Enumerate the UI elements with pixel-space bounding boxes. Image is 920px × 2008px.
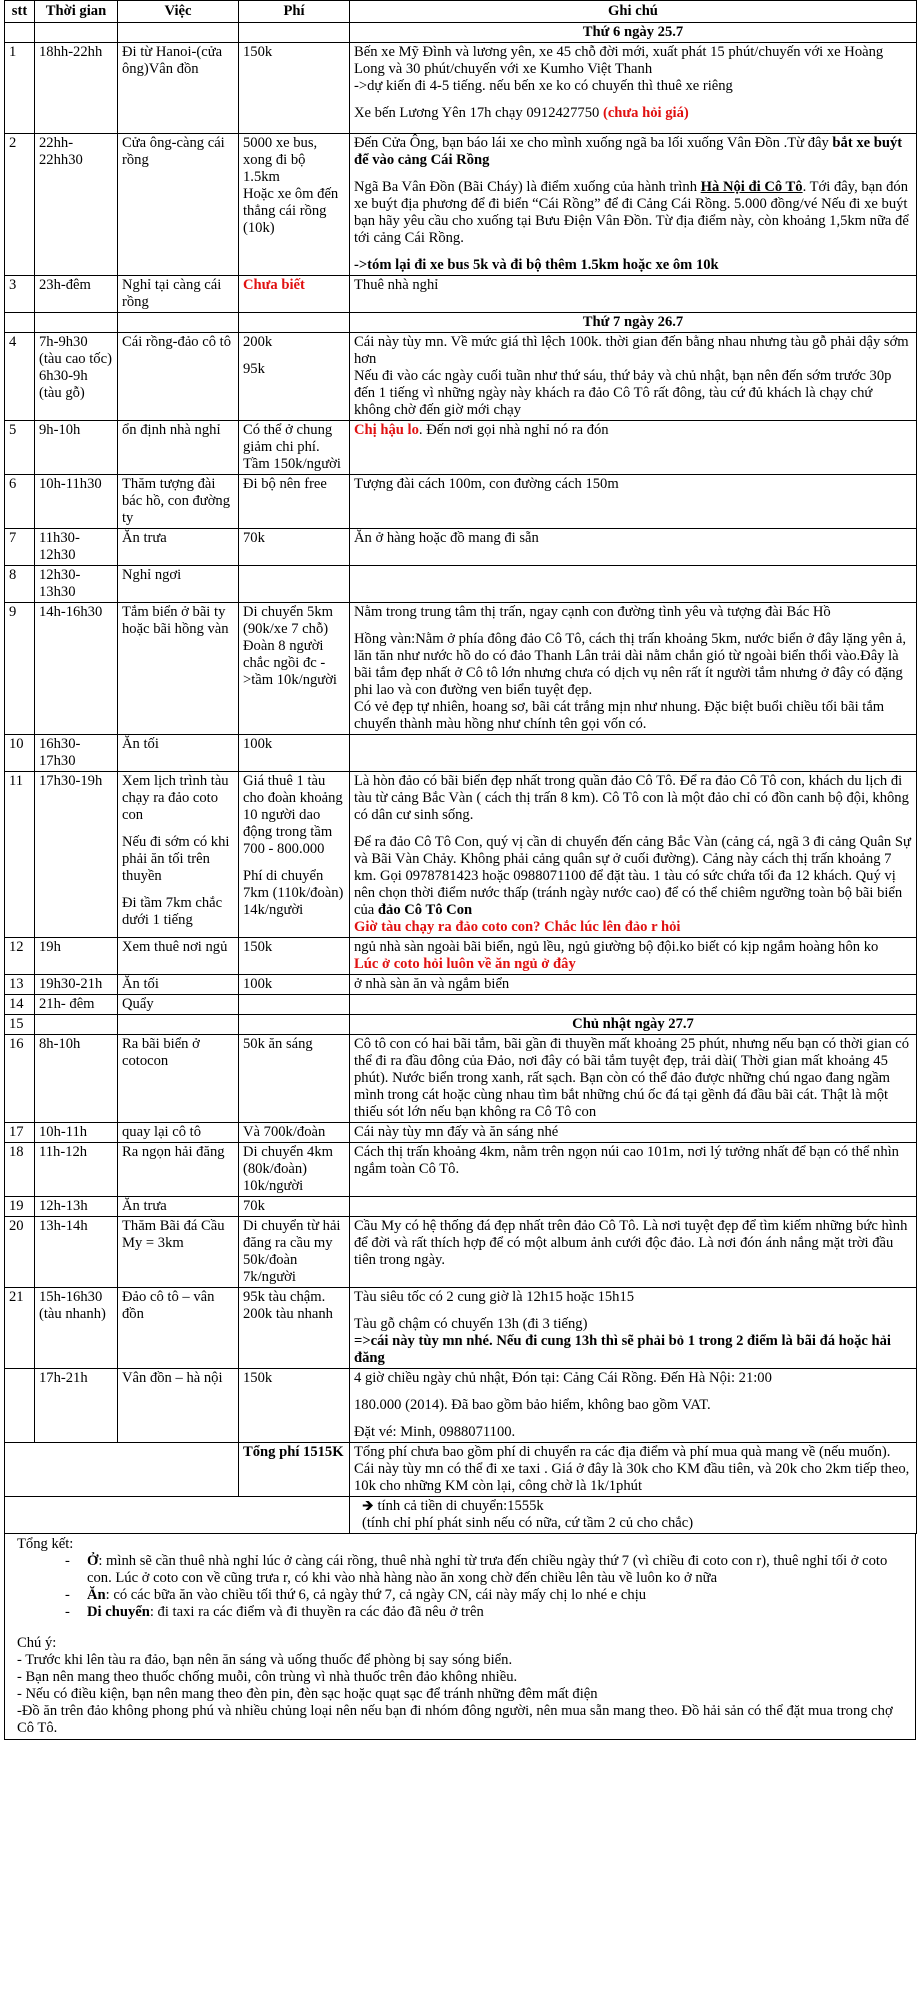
summary-label: Ở bbox=[87, 1553, 99, 1569]
notes-title: Chú ý: bbox=[17, 1635, 57, 1651]
row-task: Đi từ Hanoi-(cửa ông)Vân đồn bbox=[118, 43, 239, 134]
row-task: Nghỉ tại càng cái rồng bbox=[118, 276, 239, 313]
header-fee: Phí bbox=[239, 1, 350, 23]
row-fee: 150k bbox=[239, 938, 350, 975]
row-note bbox=[350, 421, 917, 475]
row-fee: 70k bbox=[239, 1197, 350, 1217]
row-note: Cái này tùy mn đấy và ăn sáng nhé bbox=[350, 1123, 917, 1143]
total-row bbox=[5, 1443, 917, 1497]
note-line: Nằm trong trung tâm thị trấn, ngay cạnh con đường tình yêu và tượng đài Bác Hồ bbox=[354, 604, 831, 620]
note-line: =>cái này tùy mn nhé. Nếu đi cung 13h thì sẽ phải bỏ 1 trong 2 điểm là bãi đá hoặc hải đăng bbox=[354, 1333, 891, 1366]
summary-title: Tổng kết: bbox=[17, 1536, 74, 1552]
note-line: ->dự kiến đi 4-5 tiếng. nếu bến xe ko có chuyến thì thuê xe riêng bbox=[354, 78, 733, 94]
row-note bbox=[350, 603, 917, 735]
row-task bbox=[118, 772, 239, 938]
day-heading: Thứ 6 ngày 25.7 bbox=[350, 23, 917, 43]
row-note bbox=[350, 772, 917, 938]
table-row bbox=[5, 421, 917, 475]
row-fee: 95k tàu chậm. 200k tàu nhanh bbox=[239, 1288, 350, 1369]
table-row bbox=[5, 1123, 917, 1143]
total-extra-row bbox=[5, 1497, 917, 1534]
note-text: Đến Cửa Ông, bạn báo lái xe cho mình xuống ngã ba lối xuống Vân Đồn .Từ đây bbox=[354, 135, 833, 151]
row-fee bbox=[239, 134, 350, 276]
summary-item-travel bbox=[87, 1604, 903, 1621]
note-text: . Tới đây, bạn đón xe buýt địa phương để đi biển “Cái Rồng” để đi Cảng Cái Rồng. 5.000 đồng/vé Nếu đi xe buýt bạn hãy yêu cầu cho xuống tại Bưu Điện Vân Đồn. Từ địa điểm này, còn khoảng 1,5km nữa để tới cảng Cái Rồng. bbox=[354, 179, 909, 246]
header-stt: stt bbox=[5, 1, 35, 23]
day-heading: Thứ 7 ngày 26.7 bbox=[350, 313, 917, 333]
row-stt: 7 bbox=[5, 529, 35, 566]
row-note bbox=[350, 1288, 917, 1369]
task-line: Đi tầm 7km chắc dưới 1 tiếng bbox=[122, 895, 223, 928]
table-row bbox=[5, 1197, 917, 1217]
row-stt: 8 bbox=[5, 566, 35, 603]
row-stt: 5 bbox=[5, 421, 35, 475]
row-time: 17h30-19h bbox=[35, 772, 118, 938]
row-stt: 10 bbox=[5, 735, 35, 772]
total-extra bbox=[350, 1497, 917, 1534]
table-row bbox=[5, 333, 917, 421]
table-row bbox=[5, 772, 917, 938]
row-note bbox=[350, 333, 917, 421]
row-task: Cái rồng-đảo cô tô bbox=[118, 333, 239, 421]
total-move-note: (tính chỉ phí phát sinh nếu có nữa, cứ tầm 2 củ cho chắc) bbox=[362, 1515, 694, 1531]
header-task: Việc bbox=[118, 1, 239, 23]
row-fee bbox=[239, 772, 350, 938]
note-bold: Hà Nội đi Cô Tô bbox=[700, 179, 803, 195]
table-row bbox=[5, 1035, 917, 1123]
row-time: 11h-12h bbox=[35, 1143, 118, 1197]
row-fee: Di chuyển 4km (80k/đoàn) 10k/người bbox=[239, 1143, 350, 1197]
row-stt: 12 bbox=[5, 938, 35, 975]
row-note bbox=[350, 566, 917, 603]
row-fee: 100k bbox=[239, 735, 350, 772]
summary-text: : đi taxi ra các điểm và đi thuyền ra các đảo đã nêu ở trên bbox=[149, 1604, 484, 1620]
note-bold: bắt xe buýt để vào cảng Cái Rồng bbox=[354, 135, 903, 168]
row-stt: 16 bbox=[5, 1035, 35, 1123]
row-note: Cô tô con có hai bãi tắm, bãi gần đi thuyền mất khoảng 25 phút, nhưng nếu bạn có thời gian có thể đi ra đầu đông của Đảo, nơi đây có bãi tắm tuyệt đẹp, trải dài( Thời gian mất khoảng 45 phút). Nước biển trong xanh, rất sạch. Bạn còn có thể đảo được những chú ngao đang ngầm mình trong cát hoặc cùng nhau tìm bắt những chú ốc đá tại gềnh đá đầu bãi cát. Thật là một thiếu sót lớn nếu bạn không ra Cô Tô con bbox=[350, 1035, 917, 1123]
row-fee bbox=[239, 333, 350, 421]
row-fee: Chưa biết bbox=[239, 276, 350, 313]
row-note: Thuê nhà nghỉ bbox=[350, 276, 917, 313]
day-row bbox=[5, 313, 917, 333]
note-line: Hồng vàn:Nằm ở phía đông đảo Cô Tô, cách thị trấn khoảng 5km, nước biển ở đây lặng yên ả, lăn tăn như nước hồ do có đảo Thanh Lân trải dài nằm chắn gió từ ngoài biển thổi vào.Đây là bãi tắm đẹp nhất ở Cô tô lớn nhưng chưa có dịch vụ nên rất ít người tắm nhưng ở đây có đặng phi lao và con đường ven biển tuyệt đẹp. bbox=[354, 631, 906, 698]
summary-text: : có các bữa ăn vào chiều tối thứ 6, cả ngày thứ 7, cả ngày CN, cái này mấy chị lo nhé e chịu bbox=[105, 1587, 647, 1603]
row-note bbox=[350, 995, 917, 1015]
summary-section bbox=[4, 1534, 916, 1740]
row-note: Cầu My có hệ thống đá đẹp nhất trên đảo Cô Tô. Là nơi tuyệt đẹp để tìm kiếm những bức hình để đời và rất thích hợp để có một album ảnh cưới độc đảo. Là nơi đón ánh nắng mặt trời đầu tiên trong ngày. bbox=[350, 1217, 917, 1288]
table-row bbox=[5, 134, 917, 276]
row-time: 18hh-22hh bbox=[35, 43, 118, 134]
task-line: Nếu đi sớm có khi phải ăn tối trên thuyền bbox=[122, 834, 230, 884]
row-note bbox=[350, 1197, 917, 1217]
row-fee: 70k bbox=[239, 529, 350, 566]
row-task: Thăm tượng đài bác hồ, con đường ty bbox=[118, 475, 239, 529]
fee-line: 5000 xe bus, xong đi bộ 1.5km bbox=[243, 135, 318, 185]
row-stt: 19 bbox=[5, 1197, 35, 1217]
row-stt: 13 bbox=[5, 975, 35, 995]
note-line: 180.000 (2014). Đã bao gồm bảo hiểm, không bao gồm VAT. bbox=[354, 1397, 711, 1413]
note-highlight: Chị hậu lo bbox=[354, 422, 419, 438]
task-line: Xem lịch trình tàu chạy ra đảo coto con bbox=[122, 773, 229, 823]
row-task: Quẩy bbox=[118, 995, 239, 1015]
row-time: 13h-14h bbox=[35, 1217, 118, 1288]
row-task: Nghỉ ngơi bbox=[118, 566, 239, 603]
row-stt: 3 bbox=[5, 276, 35, 313]
table-row bbox=[5, 475, 917, 529]
table-row bbox=[5, 276, 917, 313]
row-task: Cửa ông-càng cái rồng bbox=[118, 134, 239, 276]
summary-label: Ăn bbox=[87, 1587, 106, 1603]
row-note: Cách thị trấn khoảng 4km, nằm trên ngọn núi cao 101m, nơi lý tưởng nhất để bạn có thể nhìn ngắm toàn Cô Tô. bbox=[350, 1143, 917, 1197]
note-highlight: Giờ tàu chạy ra đảo coto con? Chắc lúc lên đảo r hỏi bbox=[354, 919, 681, 935]
row-task: Vân đồn – hà nội bbox=[118, 1369, 239, 1443]
row-fee: Đi bộ nên free bbox=[239, 475, 350, 529]
note-item: - Nếu có điều kiện, bạn nên mang theo đèn pin, đèn sạc hoặc quạt sạc để tránh những đêm mất điện bbox=[17, 1686, 598, 1702]
row-stt: 17 bbox=[5, 1123, 35, 1143]
row-task: Xem thuê nơi ngủ bbox=[118, 938, 239, 975]
fee-line: 200k bbox=[243, 334, 273, 350]
row-stt: 20 bbox=[5, 1217, 35, 1288]
table-row bbox=[5, 1143, 917, 1197]
itinerary-table bbox=[4, 0, 917, 1534]
note-line: 4 giờ chiều ngày chủ nhật, Đón tại: Cảng Cái Rồng. Đến Hà Nội: 21:00 bbox=[354, 1370, 772, 1386]
row-stt: 2 bbox=[5, 134, 35, 276]
note-line: Nếu đi vào các ngày cuối tuần như thứ sáu, thứ bảy và chủ nhật, bạn nên đến sớm trước 30p đến 1 tiếng vì những ngày này khách ra đảo Cô Tô rất đông, tàu cứ đủ khách là chạy chứ không chờ đến giờ mới chạy bbox=[354, 368, 892, 418]
summary-text: : mình sẽ cần thuê nhà nghỉ lúc ở càng cái rồng, thuê nhà nghỉ từ trưa đến chiều ngày thứ 7 (vì chiều đi coto con r), thuê nghỉ tối ở coto con. Lúc ở coto con về cũng trưa r, có khi vào nhà hàng nào ăn xong chờ đến chiều lên tàu về luôn ko ở nữa bbox=[87, 1553, 888, 1586]
note-line bbox=[354, 135, 912, 169]
fee-line: Giá thuê 1 tàu cho đoàn khoảng 10 người dao động trong tầm 700 - 800.000 bbox=[243, 773, 343, 857]
note-highlight: (chưa hỏi giá) bbox=[602, 105, 689, 121]
note-line: Tàu siêu tốc có 2 cung giờ là 12h15 hoặc 15h15 bbox=[354, 1289, 635, 1305]
total-label: Tổng phí 1515K bbox=[239, 1443, 350, 1497]
total-move-fee: 🡺 tính cả tiền di chuyển:1555k bbox=[362, 1498, 544, 1514]
row-stt bbox=[5, 1369, 35, 1443]
row-stt: 11 bbox=[5, 772, 35, 938]
row-time: 19h30-21h bbox=[35, 975, 118, 995]
note-line: Đặt vé: Minh, 0988071100. bbox=[354, 1424, 516, 1440]
table-row bbox=[5, 603, 917, 735]
row-stt: 4 bbox=[5, 333, 35, 421]
day-row bbox=[5, 1015, 917, 1035]
fee-line: Hoặc xe ôm đến thẳng cái rồng (10k) bbox=[243, 186, 339, 236]
row-time: 8h-10h bbox=[35, 1035, 118, 1123]
row-time: 12h-13h bbox=[35, 1197, 118, 1217]
row-task: Ăn trưa bbox=[118, 529, 239, 566]
note-line: ->tóm lại đi xe bus 5k và đi bộ thêm 1.5km hoặc xe ôm 10k bbox=[354, 257, 719, 273]
row-time: 21h- đêm bbox=[35, 995, 118, 1015]
fee-line: Phí di chuyển 7km (110k/đoàn) 14k/người bbox=[243, 868, 344, 918]
table-row bbox=[5, 1288, 917, 1369]
row-task: Ra ngọn hải đăng bbox=[118, 1143, 239, 1197]
table-row bbox=[5, 735, 917, 772]
row-stt: 21 bbox=[5, 1288, 35, 1369]
row-note: Ăn ở hàng hoặc đồ mang đi sẵn bbox=[350, 529, 917, 566]
row-time: 22hh-22hh30 bbox=[35, 134, 118, 276]
table-row bbox=[5, 975, 917, 995]
row-stt: 14 bbox=[5, 995, 35, 1015]
row-time: 10h-11h30 bbox=[35, 475, 118, 529]
day-heading: Chủ nhật ngày 27.7 bbox=[350, 1015, 917, 1035]
row-task: Ra bãi biển ở cotocon bbox=[118, 1035, 239, 1123]
row-task: Đảo cô tô – vân đồn bbox=[118, 1288, 239, 1369]
row-fee: 100k bbox=[239, 975, 350, 995]
row-note bbox=[350, 1369, 917, 1443]
note-highlight: Lúc ở coto hỏi luôn về ăn ngủ ở đây bbox=[354, 956, 576, 972]
row-task: Ăn tối bbox=[118, 735, 239, 772]
row-task: Thăm Bãi đá Cầu My = 3km bbox=[118, 1217, 239, 1288]
note-line: Cái này tùy mn. Về mức giá thì lệch 100k. thời gian đến bằng nhau nhưng tàu gỗ phải dậy sớm hơn bbox=[354, 334, 909, 367]
note-line: ngủ nhà sàn ngoài bãi biển, ngủ lều, ngủ giường bộ đội.ko biết có kịp ngắm hoàng hôn ko bbox=[354, 939, 879, 955]
row-fee bbox=[239, 566, 350, 603]
table-row bbox=[5, 43, 917, 134]
row-note: ở nhà sàn ăn và ngắm biển bbox=[350, 975, 917, 995]
note-item: - Bạn nên mang theo thuốc chống muỗi, côn trùng vì nhà thuốc trên đảo không nhiều. bbox=[17, 1669, 518, 1685]
row-time: 14h-16h30 bbox=[35, 603, 118, 735]
table-row bbox=[5, 995, 917, 1015]
note-text: . Đến nơi gọi nhà nghỉ nó ra đón bbox=[418, 422, 609, 438]
row-note bbox=[350, 938, 917, 975]
summary-item-food bbox=[87, 1587, 903, 1604]
time-line: 6h30-9h (tàu gỗ) bbox=[39, 368, 88, 401]
note-item: -Đồ ăn trên đảo không phong phú và nhiều chủng loại nên nếu bạn đi nhóm đông người, nên mua sẵn mang theo. Đồ hải sản có thể đặt mua trong chợ Cô Tô. bbox=[17, 1703, 893, 1736]
note-text: Để ra đảo Cô Tô Con, quý vị cần di chuyển đến cảng Bắc Vàn (cảng cá, ngã 3 đi cảng Quân Sự và Bãi Vàn Chảy. Không phải cảng quân sự ở cuối đường). Cảng này cách thị trấn khoảng 7 km. Gọi 0978781423 hoặc 0988071100 để đặt tàu. 1 tàu có sức chứa tối đa 12 khách. Quý vị nên chọn thời điểm nước thấp (tránh ngày nước cao) để có thể chiêm ngưỡng toàn bộ bãi biển của bbox=[354, 834, 911, 918]
row-time: 15h-16h30 (tàu nhanh) bbox=[35, 1288, 118, 1369]
row-stt: 1 bbox=[5, 43, 35, 134]
time-line: 7h-9h30 (tàu cao tốc) bbox=[39, 334, 112, 367]
summary-list bbox=[17, 1553, 903, 1621]
row-fee: 50k ăn sáng bbox=[239, 1035, 350, 1123]
note-line bbox=[354, 105, 912, 122]
header-time: Thời gian bbox=[35, 1, 118, 23]
row-fee: Di chuyển từ hải đăng ra cầu my 50k/đoàn 7k/người bbox=[239, 1217, 350, 1288]
note-line: Là hòn đảo có bãi biển đẹp nhất trong quần đảo Cô Tô. Để ra đảo Cô Tô con, khách du lịch đi tàu từ cảng Bắc Vàn ( cách thị trấn 8 km). Cô Tô con là một đảo chỉ có đồn canh bộ đội, không có dân cư sinh sống. bbox=[354, 773, 909, 823]
row-time: 12h30-13h30 bbox=[35, 566, 118, 603]
row-time: 23h-đêm bbox=[35, 276, 118, 313]
table-row bbox=[5, 938, 917, 975]
row-fee: 150k bbox=[239, 1369, 350, 1443]
itinerary-document bbox=[4, 0, 916, 1740]
note-line: Bến xe Mỹ Đình và lương yên, xe 45 chỗ đời mới, xuất phát 15 phút/chuyến với xe Hoàng Long và 30 phút/chuyến với xe Kumho Việt Thanh bbox=[354, 44, 884, 77]
row-note bbox=[350, 134, 917, 276]
row-task: Ăn trưa bbox=[118, 1197, 239, 1217]
row-time: 11h30-12h30 bbox=[35, 529, 118, 566]
row-time: 9h-10h bbox=[35, 421, 118, 475]
total-note: Tổng phí chưa bao gồm phí di chuyển ra các địa điểm và phí mua quà mang về (nếu muốn). Cái này tùy mn có thể đi xe taxi . Giá ở đây là 30k cho KM đầu tiên, và 20k cho 2km tiếp theo, 10k cho những KM còn lại, công chờ là 1k/1phút bbox=[350, 1443, 917, 1497]
row-note bbox=[350, 735, 917, 772]
row-task: Tắm biển ở bãi ty hoặc bãi hồng vàn bbox=[118, 603, 239, 735]
row-stt: 6 bbox=[5, 475, 35, 529]
summary-item-stay bbox=[87, 1553, 903, 1587]
note-text: Ngã Ba Vân Đồn (Bãi Cháy) là điểm xuống của hành trình bbox=[354, 179, 701, 195]
row-time: 10h-11h bbox=[35, 1123, 118, 1143]
row-fee: 150k bbox=[239, 43, 350, 134]
row-note: Tượng đài cách 100m, con đường cách 150m bbox=[350, 475, 917, 529]
row-stt: 9 bbox=[5, 603, 35, 735]
row-time: 19h bbox=[35, 938, 118, 975]
note-item: - Trước khi lên tàu ra đảo, bạn nên ăn sáng và uống thuốc để phòng bị say sóng biển. bbox=[17, 1652, 513, 1668]
summary-label: Di chuyển bbox=[87, 1604, 150, 1620]
day-row bbox=[5, 23, 917, 43]
row-time: 17h-21h bbox=[35, 1369, 118, 1443]
note-text: Xe bến Lương Yên 17h chạy 0912427750 bbox=[354, 105, 603, 121]
row-stt: 18 bbox=[5, 1143, 35, 1197]
row-fee: Có thể ở chung giảm chi phí. Tầm 150k/người bbox=[239, 421, 350, 475]
table-row bbox=[5, 1217, 917, 1288]
note-line bbox=[354, 834, 912, 919]
row-note bbox=[350, 43, 917, 134]
note-line: Tàu gỗ chậm có chuyến 13h (đi 3 tiếng) bbox=[354, 1316, 588, 1332]
table-row bbox=[5, 529, 917, 566]
row-time: 16h30-17h30 bbox=[35, 735, 118, 772]
row-fee: Và 700k/đoàn bbox=[239, 1123, 350, 1143]
fee-line: 95k bbox=[243, 361, 265, 377]
row-fee bbox=[239, 995, 350, 1015]
note-bold: đảo Cô Tô Con bbox=[377, 902, 473, 918]
table-row bbox=[5, 566, 917, 603]
row-task: quay lại cô tô bbox=[118, 1123, 239, 1143]
note-line: Có vẻ đẹp tự nhiên, hoang sơ, bãi cát trắng mịn như nhung. Đặc biệt buổi chiều tối bãi tắm chuyển thành màu hồng như chính tên gọi vốn có. bbox=[354, 699, 885, 732]
table-header-row bbox=[5, 1, 917, 23]
row-stt: 15 bbox=[5, 1015, 35, 1035]
row-task: ổn định nhà nghỉ bbox=[118, 421, 239, 475]
row-task: Ăn tối bbox=[118, 975, 239, 995]
note-line bbox=[354, 179, 912, 247]
row-fee: Di chuyển 5km (90k/xe 7 chỗ) Đoàn 8 người chắc ngồi đc ->tầm 10k/người bbox=[239, 603, 350, 735]
header-note: Ghi chú bbox=[350, 1, 917, 23]
table-row bbox=[5, 1369, 917, 1443]
row-time bbox=[35, 333, 118, 421]
